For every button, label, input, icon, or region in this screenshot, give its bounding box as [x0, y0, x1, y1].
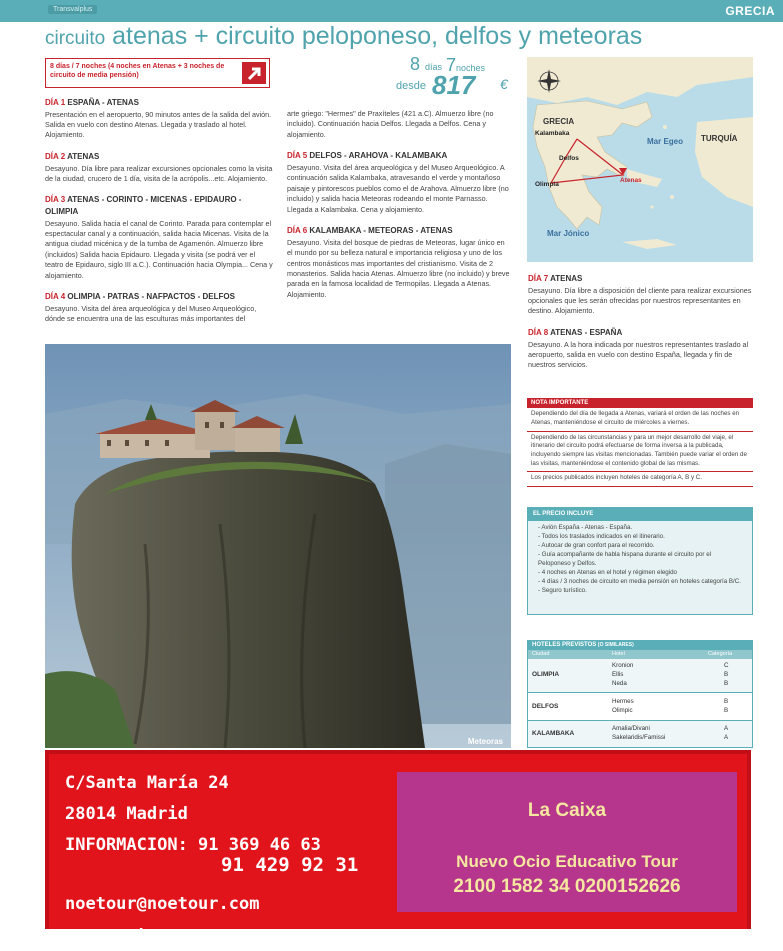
itinerary-column-2	[287, 108, 511, 300]
list-item: - Avión España - Atenas - España.	[538, 523, 633, 531]
important-note-title: NOTA IMPORTANTE	[527, 398, 753, 408]
secondary-phone: 91 429 92 31	[221, 854, 359, 876]
hotels-table	[527, 640, 753, 748]
price-badge	[388, 52, 516, 100]
day-description: Desayuno. Visita del área arqueológica y del Museo Arqueológico, dónde se encuentra una de las esculturas más importantes del	[45, 303, 257, 324]
day-description: Desayuno. Día libre para realizar excursiones opcionales como la visita de la ciudad, crucero de 1 día, visita de la acrópolis...etc. Alojamiento.	[45, 163, 273, 183]
top-bar	[0, 0, 783, 22]
hotels-table-title: HOTELES PREVISTOS (O SIMILARES)	[528, 641, 752, 650]
address-city: 28014 Madrid	[65, 804, 188, 824]
map-city-delfos: Delfos	[559, 155, 579, 162]
bank-account-box	[397, 772, 737, 912]
list-item: - 4 noches en Atenas en el hotel y régimen elegido	[538, 568, 677, 576]
day-description: Desayuno. Visita del bosque de piedras de Meteoras, lugar único en el mundo por su belleza natural e importancia religiosa y uno de los centros monásticos mas importantes del cristianismo. Visita de 2 monasterios. Salida hacia Atenas. Almuerzo libre (no incluido) y breve parada en la famosa localidad de Termopilas. Llegada a Atenas. Alojamiento.	[287, 237, 510, 299]
price-currency: €	[500, 76, 508, 92]
itinerary-day: DÍA 1 ESPAÑA - ATENAS Presentación en el aeropuerto, 90 minutos antes de la salida del avión. Salida en vuelo con destino Atenas. Llegada y traslado al hotel. Alojamiento.	[45, 98, 272, 140]
price-includes-list	[528, 521, 752, 599]
col-header-city: Ciudad	[532, 651, 550, 657]
note-item: Los precios publicados incluyen hoteles de categoría A, B y C.	[527, 472, 753, 487]
itinerary-day: DÍA 8 ATENAS - ESPAÑA Desayuno. A la hora indicada por nuestros representantes traslado al aeropuerto, salida en vuelo con destino España, llegada y fin de nuestros servicios.	[528, 327, 753, 371]
contact-footer	[45, 750, 751, 945]
map-label-mar-jonico: Mar Jónico	[547, 229, 590, 238]
days-count: 8 días	[410, 54, 443, 74]
trip-summary-text: 8 días / 7 noches (4 noches en Atenas + 3 noches de circuito de media pensión)	[50, 63, 225, 80]
itinerary-day: DÍA 2 ATENAS Desayuno. Día libre para realizar excursiones opcionales como la visita de la ciudad, crucero de 1 día, visita de la acrópolis...etc. Alojamiento.	[45, 151, 273, 183]
day-description: Presentación en el aeropuerto, 90 minutos antes de la salida del avión. Salida en vuelo con destino Atenas. Llegada y traslado al hotel. Alojamiento.	[45, 109, 272, 140]
map-label-grecia: GRECIA	[543, 117, 575, 126]
address-street: C/Santa María 24	[65, 773, 229, 793]
info-phone: INFORMACION: 91 369 46 63	[65, 835, 321, 855]
itinerary-day: DÍA 7 ATENAS Desayuno. Día libre a disposición del cliente para realizar excursiones opcionales que les serán ofrecidas por nuestros representantes en destino. Alojamiento.	[528, 274, 752, 316]
map-city-olimpia: Olimpia	[535, 181, 559, 188]
title-word-circuito: circuito	[45, 28, 106, 49]
table-row: KALAMBAKA Amalia/Divani Sakelaridis/Famissi A A	[528, 721, 752, 747]
map-label-turquia: TURQUÍA	[701, 134, 738, 143]
day-description: Desayuno. Salida hacia el canal de Corinto. Parada para contemplar el espectacular canal y a continuación, salida hacia Micenas. Visita de la antigua ciudad micénica y de la tumba de Agamenón. Almuerzo libre (incluidos) Salida hacia Epidauro. Llegada y visita (se podrá ver el teatro de Epidauro, siglo III a.C.). Continuación hacia Olympia... Cena y alojamiento.	[45, 218, 273, 280]
price-from-label: desde	[396, 80, 426, 92]
itinerary-day: DÍA 4 OLIMPIA - PATRAS - NAFPACTOS - DELFOS Desayuno. Visita del área arqueológica y del Museo Arqueológico, dónde se encuentra una de las esculturas más importantes del	[45, 291, 273, 324]
account-number: 2100 1582 34 0200152626	[453, 876, 681, 897]
arrow-up-right-icon	[242, 62, 266, 84]
note-item: Dependiendo de las circunstancias y para un mejor desarrollo del viaje, el itinerario del circuito podrá efectuarse de forma inversa a la publicada, incluyendo siempre las visitas mencionadas. También puede variar el orden de las visitas, manteniéndose el contenido global de las mismas.	[527, 432, 753, 473]
meteora-photo	[45, 344, 511, 748]
nights-count: 7noches	[446, 55, 486, 75]
monastery-rock-illustration	[45, 344, 511, 748]
note-item: Dependiendo del día de llegada a Atenas, variará el orden de las noches en Atenas, manteniéndose el circuito de miércoles a viernes.	[527, 408, 753, 431]
day-description: Desayuno. Día libre a disposición del cliente para realizar excursiones opcionales que les serán ofrecidas por nuestros representantes en destino. Alojamiento.	[528, 285, 752, 316]
bank-name: La Caixa	[527, 800, 607, 821]
itinerary-day: DÍA 5 DELFOS - ARAHOVA - KALAMBAKA Desayuno. Visita del área arqueológica y del Museo Arqueológico. A continuación salida Kalambaka, atravesando el verde y montañoso paisaje y pintorescos pueblos como el de Arahova. Almuerzo libre (no incluido) y salida hacia Meteoras rodeando el monte Parnasso. Llegada a Kalambaka. Cena y alojamiento.	[287, 150, 511, 215]
photo-caption: Meteoras	[467, 737, 503, 746]
price-includes-box	[527, 507, 753, 615]
col-header-hotel: Hotel	[612, 651, 625, 657]
itinerary-day: DÍA 6 KALAMBAKA - METEORAS - ATENAS Desayuno. Visita del bosque de piedras de Meteoras, lugar único en el mundo por su belleza natural e importancia religiosa y uno de los centros monásticos mas importantes del cristianismo. Visita de 2 monasterios. Salida hacia Atenas. Almuerzo libre (no incluido) y breve parada en la famosa localidad de Termopilas. Llegada a Atenas. Alojamiento.	[287, 226, 510, 299]
table-row: DELFOS Hermes Olimpic B B	[528, 693, 752, 721]
map-city-atenas: Atenas	[620, 177, 642, 184]
itinerary-column-3	[528, 263, 753, 371]
map-label-mar-egeo: Mar Egeo	[647, 137, 684, 146]
page-title	[45, 22, 775, 51]
list-item: - Autocar de gran confort para el recorrido.	[538, 541, 655, 549]
country-label: GRECIA	[725, 4, 775, 18]
list-item: - 4 días / 3 noches de circuito en media pensión en hoteles categoría B/C.	[538, 577, 741, 585]
hotels-table-header	[528, 650, 752, 659]
trip-summary-box	[45, 58, 270, 88]
list-item: - Todos los traslados indicados en el itinerario.	[538, 532, 665, 540]
day-description: Desayuno. A la hora indicada por nuestros representantes traslado al aeropuerto, salida en vuelo con destino España, llegada y fin de nuestros servicios.	[528, 339, 749, 370]
account-holder: Nuevo Ocio Educativo Tour	[456, 852, 678, 871]
day-description-continued: arte griego: "Hermes" de Praxíteles (421 a.C). Almuerzo libre (no incluido). Continuación hacia Delfos. Llegada a Delfos. Cena y alojamiento.	[287, 109, 494, 139]
table-row: OLIMPIA Kronion Ellis Neda C B B	[528, 659, 752, 693]
price-includes-title: EL PRECIO INCLUYE	[528, 508, 752, 521]
list-item: - Seguro turístico.	[538, 586, 587, 594]
list-item: - Guía acompañante de habla hispana durante el circuito por el Peloponeso y Delfos.	[538, 550, 712, 567]
email-link[interactable]: noetour@noetour.com	[65, 894, 260, 914]
title-rest: atenas + circuito peloponeso, delfos y meteoras	[105, 22, 643, 50]
day-description: Desayuno. Visita del área arqueológica y del Museo Arqueológico. A continuación salida Kalambaka, atravesando el verde y montañoso paisaje y pintorescos pueblos como el de Arahova. Almuerzo libre (no incluido) y salida hacia Meteoras rodeando el monte Parnasso. Llegada a Kalambaka. Cena y alojamiento.	[287, 162, 509, 214]
greece-map	[527, 57, 753, 262]
map-city-kalambaka: Kalambaka	[535, 130, 570, 137]
col-header-category: Categoría	[708, 651, 733, 657]
website-link[interactable]: www.noetour.com	[65, 925, 219, 945]
itinerary-column-1	[45, 87, 273, 325]
price-amount: 817	[432, 70, 476, 100]
section-tag: Transvalplus	[48, 5, 97, 14]
itinerary-day: DÍA 3 ATENAS - CORINTO - MICENAS - EPIDAURO - OLIMPIA Desayuno. Salida hacia el canal de Corinto. Parada para contemplar el espectacular canal y a continuación, salida hacia Micenas. Visita de la antigua ciudad micénica y de la tumba de Agamenón. Almuerzo libre (incluidos) Salida hacia Epidauro. Llegada y visita (se podrá ver el teatro de Epidauro, siglo III a.C.). Continuación hacia Olympia... Cena y alojamiento.	[45, 195, 273, 280]
important-note-box	[527, 398, 753, 487]
